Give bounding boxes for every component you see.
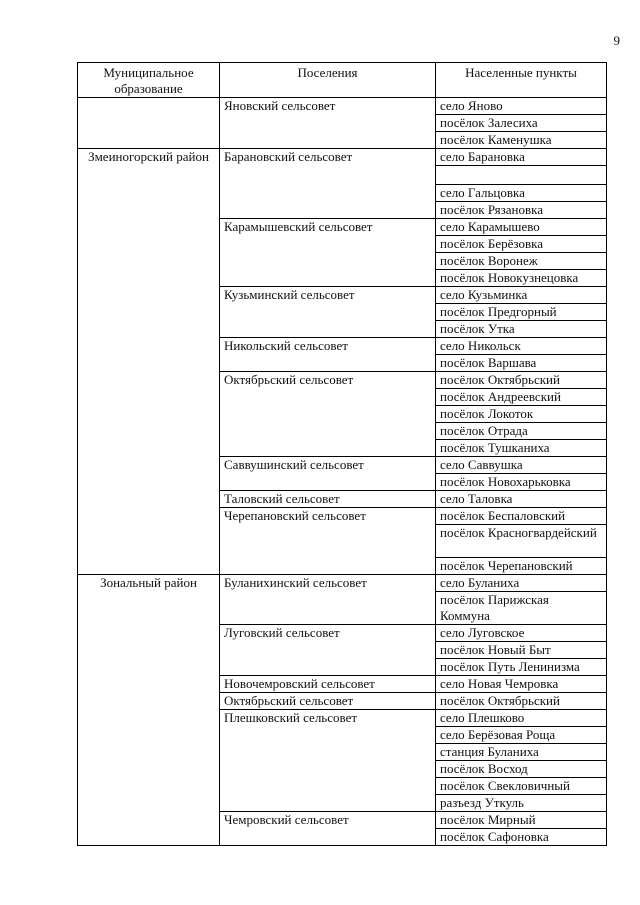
header-mo: Муниципальное образование xyxy=(78,63,220,98)
locality-cell-empty xyxy=(436,166,607,185)
locality-cell: посёлок Локоток xyxy=(436,406,607,423)
locality-cell: посёлок Утка xyxy=(436,321,607,338)
locality-cell: разъезд Уткуль xyxy=(436,795,607,812)
locality-cell: село Таловка xyxy=(436,491,607,508)
locality-cell: посёлок Воронеж xyxy=(436,253,607,270)
locality-cell: посёлок Новокузнецовка xyxy=(436,270,607,287)
page-number: 9 xyxy=(613,33,620,48)
table-header-row xyxy=(78,63,607,98)
header-localities: Населенные пункты xyxy=(436,63,607,98)
settlement-cell: Никольский сельсовет xyxy=(220,338,436,372)
mo-cell: Змеиногорский район xyxy=(78,149,220,575)
locality-cell: посёлок Андреевский xyxy=(436,389,607,406)
locality-cell: посёлок Новохарьковка xyxy=(436,474,607,491)
locality-cell: посёлок Варшава xyxy=(436,355,607,372)
locality-cell: посёлок Парижская Коммуна xyxy=(436,592,607,625)
locality-cell: посёлок Мирный xyxy=(436,812,607,829)
locality-cell: посёлок Сафоновка xyxy=(436,829,607,846)
settlement-cell: Барановский сельсовет xyxy=(220,149,436,219)
settlements-table xyxy=(77,62,607,846)
settlement-cell: Чемровский сельсовет xyxy=(220,812,436,846)
locality-cell: село Барановка xyxy=(436,149,607,166)
settlement-cell: Плешковский сельсовет xyxy=(220,710,436,812)
locality-cell: село Яново xyxy=(436,98,607,115)
locality-cell: посёлок Каменушка xyxy=(436,132,607,149)
locality-cell: село Карамышево xyxy=(436,219,607,236)
locality-cell: село Новая Чемровка xyxy=(436,676,607,693)
locality-cell: посёлок Восход xyxy=(436,761,607,778)
locality-cell: село Никольск xyxy=(436,338,607,355)
locality-cell: посёлок Октябрьский xyxy=(436,693,607,710)
locality-cell: посёлок Новый Быт xyxy=(436,642,607,659)
locality-cell: село Луговское xyxy=(436,625,607,642)
locality-cell: посёлок Беспаловский xyxy=(436,508,607,525)
locality-cell: село Буланиха xyxy=(436,575,607,592)
settlement-cell: Новочемровский сельсовет xyxy=(220,676,436,693)
locality-cell: посёлок Черепановский xyxy=(436,558,607,575)
settlement-cell: Буланихинский сельсовет xyxy=(220,575,436,625)
locality-cell: посёлок Предгорный xyxy=(436,304,607,321)
locality-cell: посёлок Тушканиха xyxy=(436,440,607,457)
settlement-cell: Саввушинский сельсовет xyxy=(220,457,436,491)
locality-cell: посёлок Берёзовка xyxy=(436,236,607,253)
settlement-cell: Кузьминский сельсовет xyxy=(220,287,436,338)
locality-cell: посёлок Залесиха xyxy=(436,115,607,132)
header-settlements: Поселения xyxy=(220,63,436,98)
locality-cell: посёлок Рязановка xyxy=(436,202,607,219)
settlement-cell: Октябрьский сельсовет xyxy=(220,693,436,710)
locality-cell: село Плешково xyxy=(436,710,607,727)
locality-cell: посёлок Красногвардейский xyxy=(436,525,607,558)
locality-cell: село Кузьминка xyxy=(436,287,607,304)
settlement-cell: Черепановский сельсовет xyxy=(220,508,436,575)
locality-cell: посёлок Свекловичный xyxy=(436,778,607,795)
settlement-cell: Таловский сельсовет xyxy=(220,491,436,508)
locality-cell: посёлок Октябрьский xyxy=(436,372,607,389)
locality-cell: село Берёзовая Роща xyxy=(436,727,607,744)
locality-cell: село Гальцовка xyxy=(436,185,607,202)
settlement-cell: Луговский сельсовет xyxy=(220,625,436,676)
locality-cell: посёлок Путь Ленинизма xyxy=(436,659,607,676)
settlement-cell: Октябрьский сельсовет xyxy=(220,372,436,457)
settlement-cell: Яновский сельсовет xyxy=(220,98,436,149)
locality-cell: село Саввушка xyxy=(436,457,607,474)
locality-cell: посёлок Отрада xyxy=(436,423,607,440)
settlement-cell: Карамышевский сельсовет xyxy=(220,219,436,287)
mo-cell: Зональный район xyxy=(78,575,220,846)
locality-cell: станция Буланиха xyxy=(436,744,607,761)
mo-cell xyxy=(78,98,220,149)
